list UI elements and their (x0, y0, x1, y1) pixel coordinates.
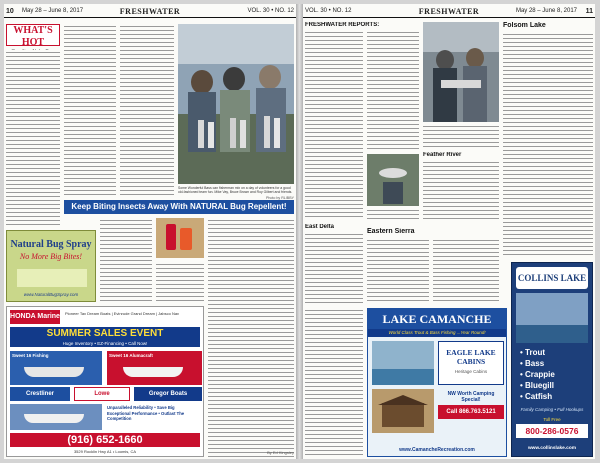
collins-tagline: Family Camping • Full Hookups (520, 407, 584, 412)
angler-figure (383, 182, 403, 204)
photo-credit: Photo by RLIBBY (266, 196, 294, 200)
eagle-lake-cabins-box (438, 341, 504, 385)
folio-right (303, 6, 595, 18)
fishermen-photo (178, 24, 294, 184)
boat-icon (24, 414, 84, 423)
boat-tile-1-label: Sweet 16 Fishing (12, 353, 49, 358)
masthead: FRESHWATER (418, 7, 480, 16)
cabins-title: EAGLE LAKE CABINS (446, 348, 496, 366)
summer-sale-title: SUMMER SALES EVENT (46, 328, 164, 339)
collins-lake-ad (511, 262, 593, 457)
bug-spray-subtitle: No More Big Bites! (19, 252, 83, 261)
volume-number: VOL. 30 • NO. 12 (305, 8, 352, 14)
dealer-phone: (916) 652-1660 (10, 433, 200, 447)
east-delta-headline: East Delta (305, 224, 335, 230)
boat-tile-1 (10, 351, 102, 385)
spray-bottle-icon (166, 224, 176, 250)
brand-logo-crestliner: Crestliner (10, 387, 70, 401)
center-gutter (296, 4, 303, 459)
article-column-2 (64, 24, 116, 197)
dealer-address: 3529 Rocklin Hwy A1 • Loomis, CA (73, 449, 137, 454)
bug-product-photo (156, 218, 204, 258)
east-delta-column-1 (305, 232, 363, 304)
article-column-3 (120, 24, 174, 197)
boat-tile-2 (107, 351, 202, 385)
page-number: 10 (6, 8, 14, 15)
feature-column-3 (208, 218, 294, 458)
dealer-offer-1: Unparalleled Reliability • Save Big (107, 405, 175, 410)
report-column-2 (367, 30, 419, 150)
report-column-1 (305, 30, 363, 220)
collins-title: COLLINS LAKE (517, 273, 587, 283)
boat-dealer-ad (6, 306, 204, 457)
page-right (303, 4, 595, 459)
lake-photo (372, 341, 434, 385)
bug-spray-product-image (17, 269, 87, 287)
feather-column (423, 160, 499, 222)
fish-list-item: • Trout (520, 348, 546, 357)
boat-tile-3 (10, 404, 102, 430)
east-delta-column-2 (367, 238, 429, 304)
feature-column-2 (156, 262, 204, 302)
camanche-url[interactable]: www.CamancheRecreation.com (399, 447, 475, 453)
feature-column-1 (100, 218, 152, 302)
article-column-1 (6, 50, 60, 228)
fish-list-item: • Bluegill (520, 381, 554, 390)
camanche-promo: NW Worth Camping Special! (447, 391, 495, 403)
folsom-headline: Folsom Lake (503, 22, 546, 29)
photo-image (178, 24, 294, 184)
brand-logo-gregor: Gregor Boats (134, 387, 202, 401)
bug-spray-url: www.NaturalBugSpray.com (23, 292, 79, 297)
dealer-offer-2: Exceptional Performance • Outlast The Competition (107, 410, 185, 421)
folio-left (4, 6, 296, 18)
collins-fish-list (520, 347, 555, 402)
honda-logo: HONDA Marine (10, 310, 60, 324)
fish-list-item: • Bass (520, 359, 545, 368)
volume-number: VOL. 30 • NO. 12 (247, 8, 294, 14)
photo-caption: Some Wonderful Bass can fisherman mix on a day of volunteers for a good old-fashioned team fun. Mike Vay, Bruce Brown and Roy Gilbert and friends. (178, 186, 293, 194)
camanche-call-button[interactable]: Call 866.763.5121 (438, 405, 504, 419)
camanche-title: LAKE CAMANCHE (368, 309, 506, 329)
boat-tile-2-label: Sweet 16 Alumacraft (109, 353, 153, 358)
lotion-bottle-icon (180, 228, 192, 250)
whats-hot-title: WHAT'S HOT (13, 25, 53, 48)
issue-date: May 28 – June 8, 2017 (515, 8, 577, 14)
bug-spray-ad (6, 230, 96, 302)
collins-phone-label: Toll Free (543, 417, 561, 422)
catch-caption (367, 208, 419, 222)
feather-headline: Feather River (423, 152, 462, 158)
fish-icon (379, 168, 407, 178)
page-number: 11 (585, 8, 593, 15)
dealer-banner-top: Pioneer Tax Dream Boats | Evinrude Grand Dream | Jabsco Nav (65, 311, 180, 316)
fish-list-item: • Crappie (520, 370, 555, 379)
brand-logo-lowe: Lowe (74, 387, 130, 401)
collins-phone[interactable]: 800-286-0576 (516, 424, 588, 438)
dealer-offers (107, 405, 202, 422)
report-column-4 (305, 308, 363, 458)
bug-spray-title: Natural Bug Spray (10, 239, 92, 250)
folsom-column (503, 32, 593, 258)
summer-sale-subtitle: Huge Inventory • EZ-Financing • Call Now! (10, 341, 200, 347)
catch-photo (367, 154, 419, 206)
photo-image (423, 22, 499, 122)
issue-date: May 28 – June 8, 2017 (22, 8, 84, 14)
whats-hot-box (6, 24, 60, 46)
reports-headline: FRESHWATER REPORTS: (305, 22, 380, 28)
collins-photo (516, 293, 588, 343)
eastern-sierra-column (433, 238, 499, 304)
feature-headline: Keep Biting Insects Away With NATURAL Bug Repellent! (64, 200, 294, 214)
page-left (4, 4, 296, 459)
feature-byline: By Ed Kingsley (267, 450, 294, 455)
eastern-sierra-headline: Eastern Sierra (367, 228, 415, 235)
fish-list-item: • Catfish (520, 392, 553, 401)
cabin-photo (372, 389, 434, 433)
cabins-subtitle: Heritage Cabins (454, 369, 488, 374)
collins-logo (516, 267, 588, 289)
boat-icon (123, 367, 183, 377)
lake-camanche-ad (367, 308, 507, 457)
report-column-3 (423, 124, 499, 148)
boat-icon (24, 367, 84, 377)
camanche-tagline: World Class Trout & Bass Fishing ...Year Round! (368, 329, 506, 337)
collins-url[interactable]: www.collinslake.com (527, 446, 577, 451)
masthead: FRESHWATER (119, 7, 181, 16)
anglers-photo (423, 22, 499, 122)
